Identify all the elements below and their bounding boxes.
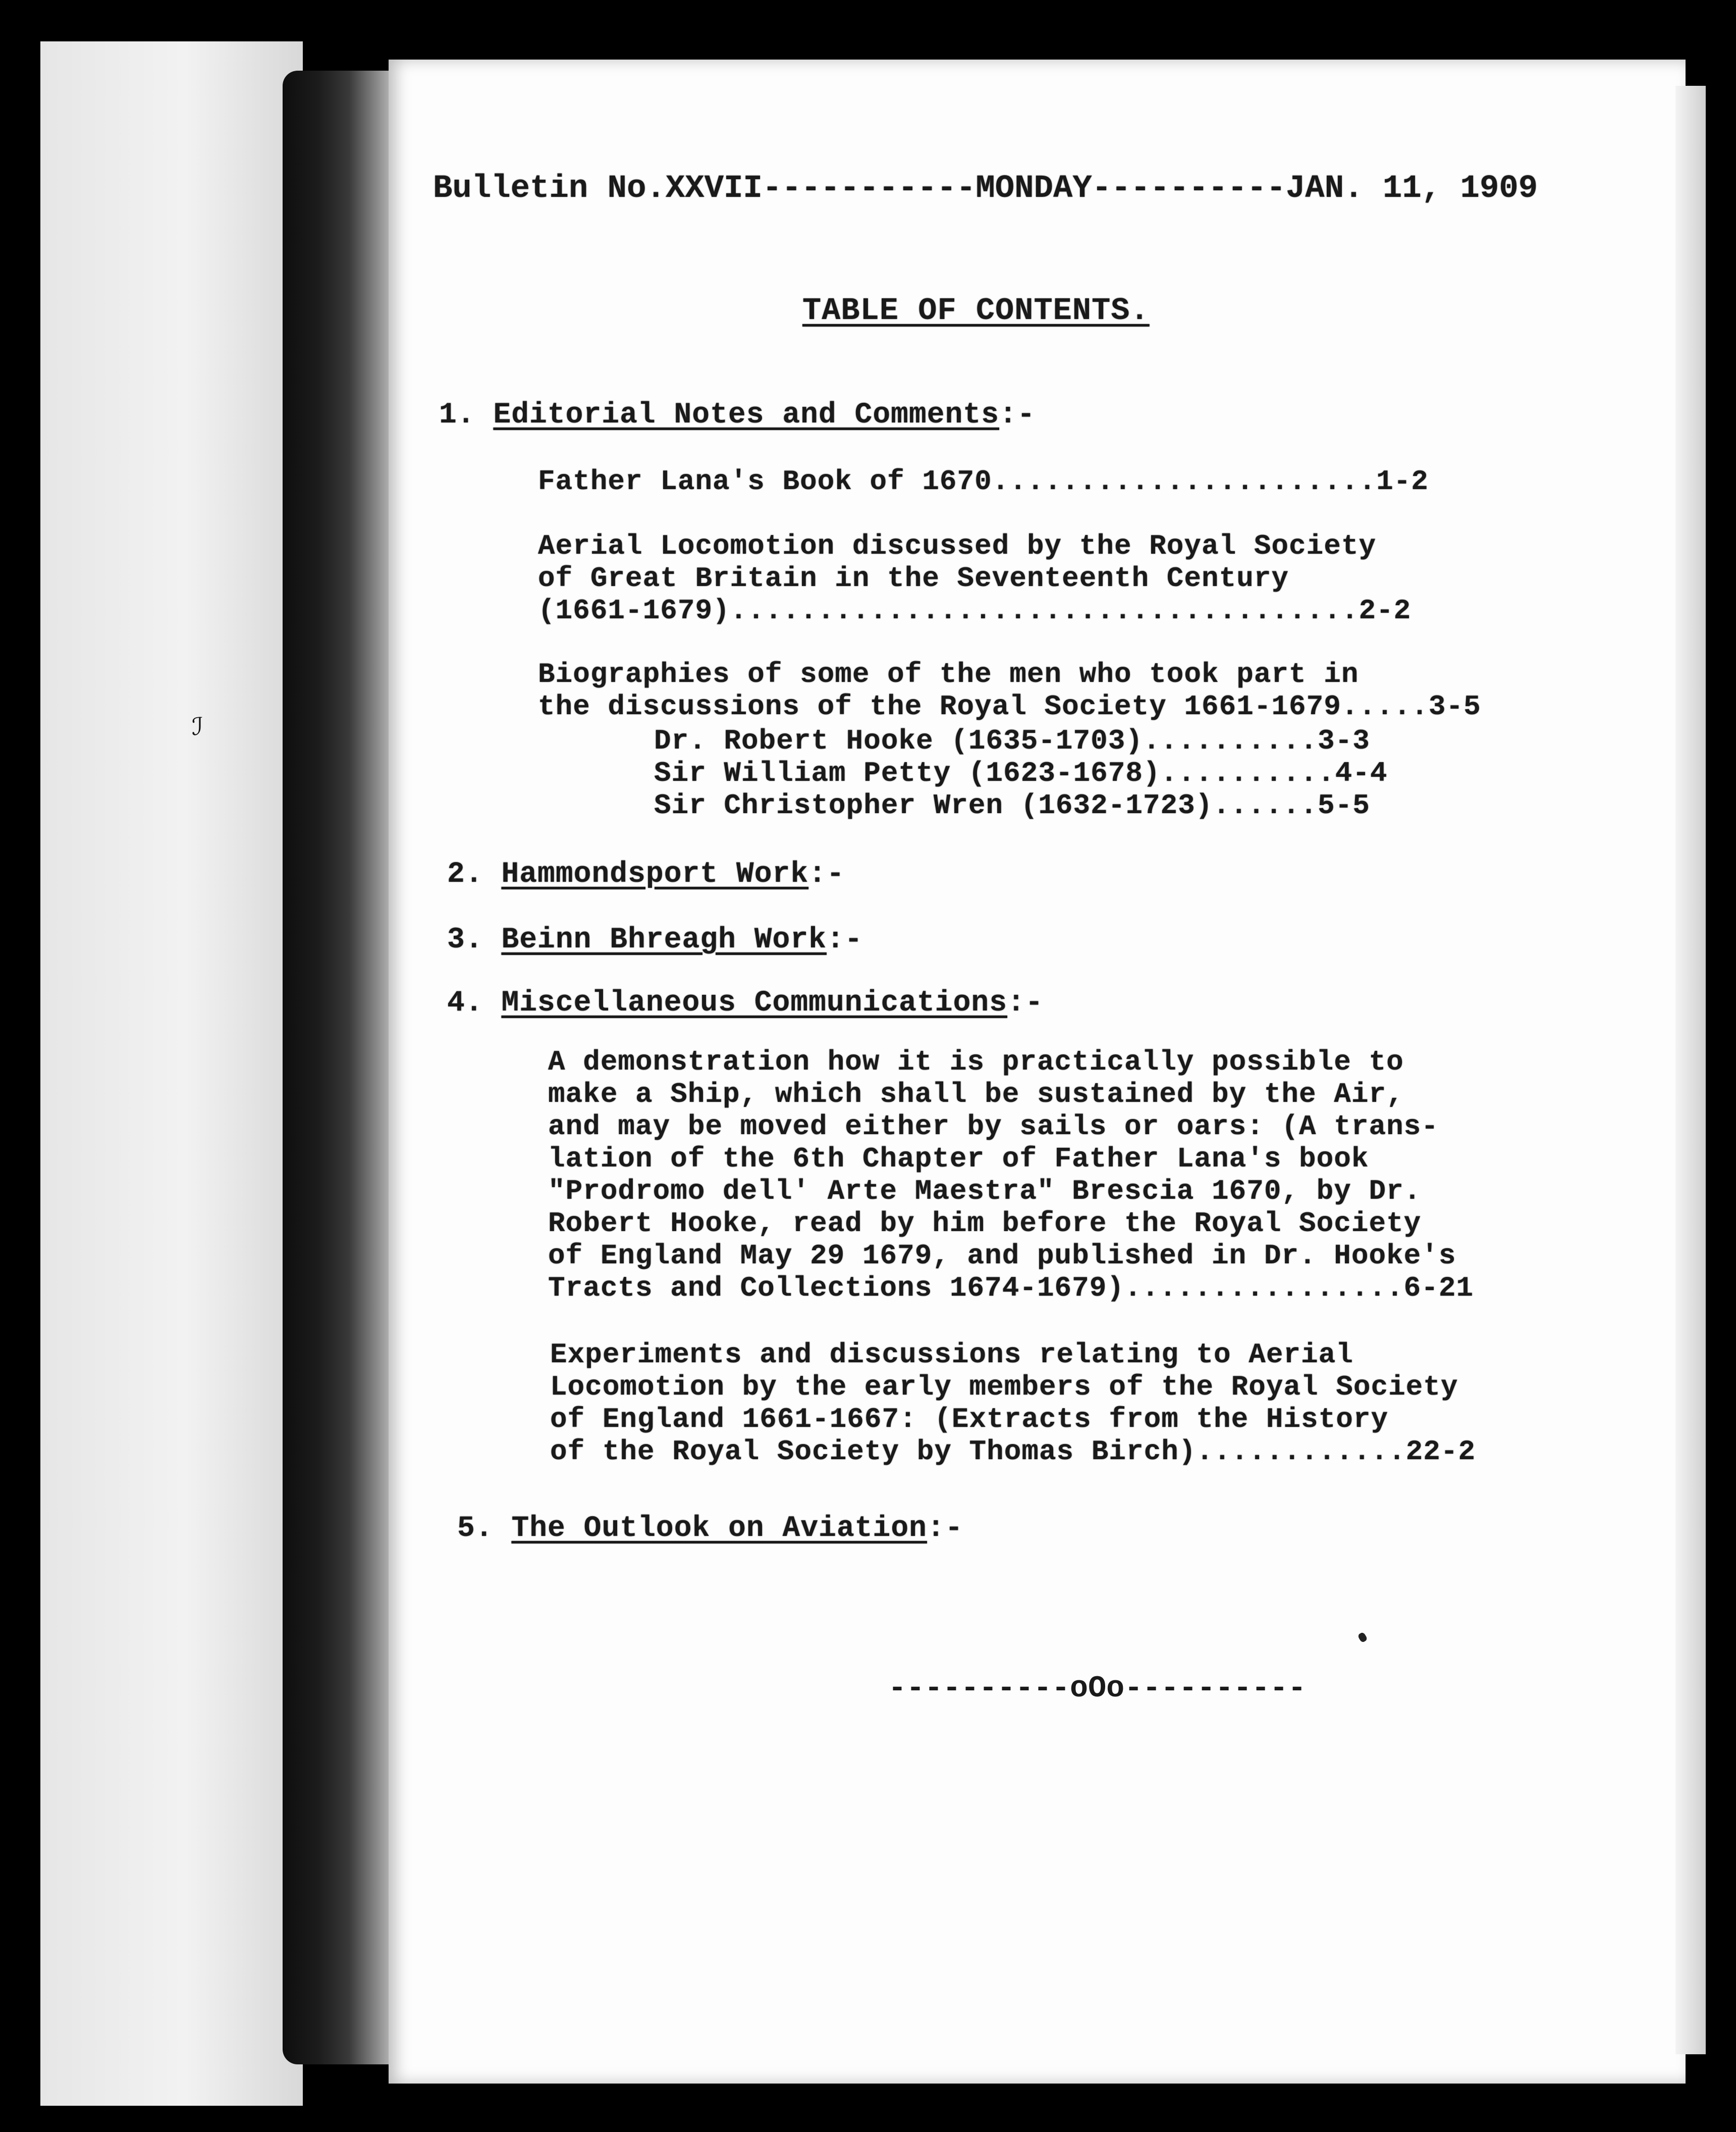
section-heading — [447, 987, 1044, 1020]
section-title: The Outlook on Aviation — [511, 1512, 927, 1545]
toc-entry-line: (1661-1679)....................................2-2 — [538, 595, 1412, 627]
toc-entry-line: and may be moved either by sails or oars: (A trans- — [548, 1110, 1439, 1143]
toc-entry-line: lation of the 6th Chapter of Father Lana's book — [548, 1143, 1369, 1175]
section-title: Miscellaneous Communications — [501, 987, 1007, 1020]
toc-entry-line: of England May 29 1679, and published in Dr. Hooke's — [548, 1240, 1456, 1272]
toc-entry-line: make a Ship, which shall be sustained by the Air, — [548, 1078, 1404, 1110]
toc-entry — [550, 1339, 1476, 1468]
toc-entry-line: Tracts and Collections 1674-1679)................6-21 — [548, 1272, 1474, 1304]
toc-sub-entry: Sir William Petty (1623-1678)..........4-4 — [654, 757, 1388, 789]
section-title: Beinn Bhreagh Work — [501, 924, 827, 956]
section-heading — [457, 1512, 963, 1545]
toc-entry-line: of Great Britain in the Seventeenth Century — [538, 562, 1289, 595]
section-heading — [447, 924, 863, 956]
binding-spine — [283, 71, 404, 2064]
toc-entry-line: of the Royal Society by Thomas Birch)............22-2 — [550, 1435, 1476, 1468]
toc-entry-line: Experiments and discussions relating to Aerial — [550, 1339, 1353, 1371]
toc-entry-line: Father Lana's Book of 1670......................1-2 — [538, 465, 1429, 498]
toc-title: TABLE OF CONTENTS. — [802, 293, 1150, 329]
toc-entry-line: "Prodromo dell' Arte Maestra" Brescia 1670, by Dr. — [548, 1175, 1422, 1207]
bulletin-header: Bulletin No.XXVII-----------MONDAY----------JAN. 11, 1909 — [433, 171, 1538, 207]
section-heading — [439, 399, 1036, 432]
end-rule: ----------oOo---------- — [888, 1672, 1307, 1706]
section-number: 2. — [447, 858, 483, 891]
toc-entry-line: Robert Hooke, read by him before the Royal Society — [548, 1207, 1422, 1240]
section-title: Editorial Notes and Comments — [493, 399, 999, 432]
bulletin-number: Bulletin No.XXVII — [433, 171, 763, 207]
toc-entry — [538, 658, 1481, 723]
toc-sub-entries — [654, 725, 1387, 822]
page-edge — [1675, 86, 1706, 2054]
toc-entry-line: of England 1661-1667: (Extracts from the History — [550, 1403, 1389, 1435]
section-number: 5. — [457, 1512, 494, 1545]
section-suffix: :- — [1007, 987, 1044, 1020]
section-suffix: :- — [999, 399, 1036, 432]
section-number: 3. — [447, 924, 483, 956]
section-title: Hammondsport Work — [501, 858, 809, 891]
toc-sub-entry: Sir Christopher Wren (1632-1723)......5-5 — [654, 789, 1370, 822]
toc-entry-line: Locomotion by the early members of the Royal Society — [550, 1371, 1458, 1403]
bulletin-date: JAN. 11, 1909 — [1285, 171, 1538, 207]
section-number: 1. — [439, 399, 475, 432]
toc-entry — [538, 530, 1411, 627]
facing-page — [40, 41, 303, 2106]
toc-entry-line: Biographies of some of the men who took part in — [538, 658, 1359, 690]
toc-entry-line: Aerial Locomotion discussed by the Royal Society — [538, 530, 1377, 562]
pencil-mark: ℐ — [192, 713, 203, 741]
section-heading — [447, 858, 845, 891]
section-number: 4. — [447, 987, 483, 1020]
section-suffix: :- — [808, 858, 845, 891]
section-suffix: :- — [826, 924, 863, 956]
toc-sub-entry: Dr. Robert Hooke (1635-1703)..........3-3 — [654, 725, 1370, 757]
toc-entry-line: A demonstration how it is practically possible to — [548, 1046, 1404, 1078]
toc-entry — [538, 465, 1429, 498]
bulletin-day: MONDAY — [975, 171, 1092, 207]
toc-entry — [548, 1046, 1474, 1304]
toc-entry-line: the discussions of the Royal Society 1661-1679.....3-5 — [538, 690, 1481, 723]
section-suffix: :- — [927, 1512, 963, 1545]
